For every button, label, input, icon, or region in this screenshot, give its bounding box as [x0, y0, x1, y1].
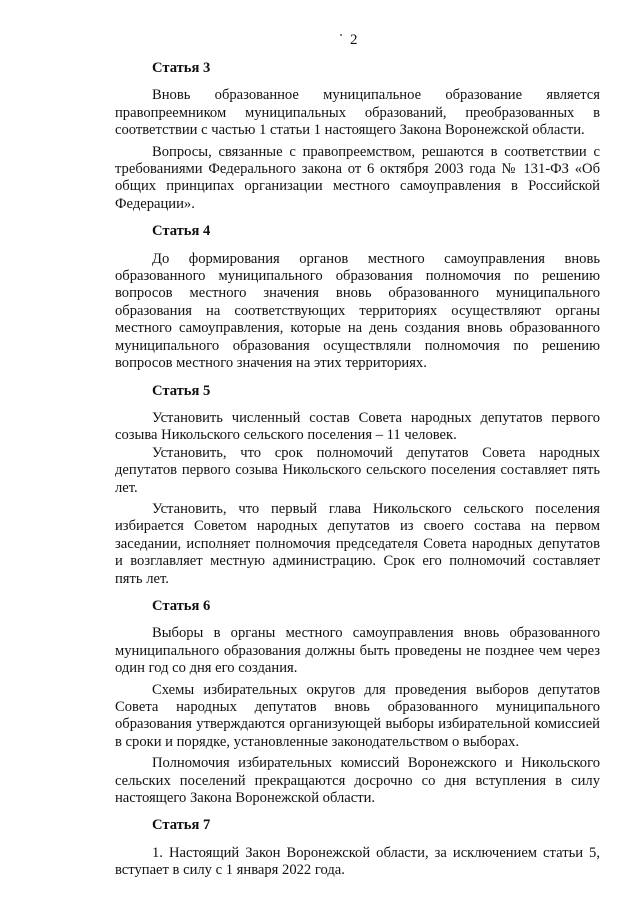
article-paragraph: Вопросы, связанные с правопреемством, решаются в соответствии с требованиями Федерального закона от 6 октября 2003 года № 131-ФЗ «Об общих принципах организации местного самоуправления в Российской Федерации». [115, 143, 600, 212]
article-paragraph: До формирования органов местного самоуправления вновь образованного муниципального образования полномочия по решению вопросов местного значения вновь образованного муниципального образования на соответствующих территориях осуществляют органы местного самоуправления, которые на день создания вновь образованного муниципального образования осуществляли полномочия по решению вопросов местного значения на этих территориях. [115, 250, 600, 372]
article-heading: Статья 4 [152, 223, 211, 240]
article-3 [115, 60, 600, 213]
article-5 [115, 383, 600, 588]
page-number: 2 [350, 32, 358, 48]
scan-speck [340, 34, 342, 36]
article-paragraph: Схемы избирательных округов для проведения выборов депутатов Совета народных депутатов вновь образованного муниципального образования утверждаются организующей выборы избирательной комиссией в сроки и порядке, установленные законодательством о выборах. [115, 681, 600, 750]
article-heading: Статья 5 [152, 382, 211, 399]
article-7 [115, 817, 600, 879]
article-heading: Статья 6 [152, 597, 211, 614]
article-paragraph: Установить, что первый глава Никольского сельского поселения избирается Советом народных депутатов из своего состава на первом заседании, исполняет полномочия председателя Совета народных депутатов и возглавляет местную администрацию. Срок его полномочий составляет пять лет. [115, 500, 600, 587]
article-paragraph: Вновь образованное муниципальное образование является правопреемником муниципальных образований, преобразованных в соответствии с частью 1 статьи 1 настоящего Закона Воронежской области. [115, 87, 600, 139]
article-paragraph: Выборы в органы местного самоуправления вновь образованного муниципального образования должны быть проведены не позднее чем через один год со дня его создания. [115, 625, 600, 677]
article-heading: Статья 3 [152, 60, 211, 76]
article-paragraph: 1. Настоящий Закон Воронежской области, за исключением статьи 5, вступает в силу с 1 января 2022 года. [115, 844, 600, 879]
article-paragraph: Установить численный состав Совета народных депутатов первого созыва Никольского сельского поселения – 11 человек. [115, 409, 600, 444]
article-heading: Статья 7 [152, 817, 211, 834]
article-paragraph: Полномочия избирательных комиссий Воронежского и Никольского сельских поселений прекращаются досрочно со дня вступления в силу настоящего Закона Воронежской области. [115, 755, 600, 807]
article-6 [115, 598, 600, 807]
article-4 [115, 223, 600, 372]
article-paragraph: Установить, что срок полномочий депутатов Совета народных депутатов первого созыва Никольского сельского поселения составляет пять лет. [115, 444, 600, 496]
document-body [115, 60, 600, 880]
